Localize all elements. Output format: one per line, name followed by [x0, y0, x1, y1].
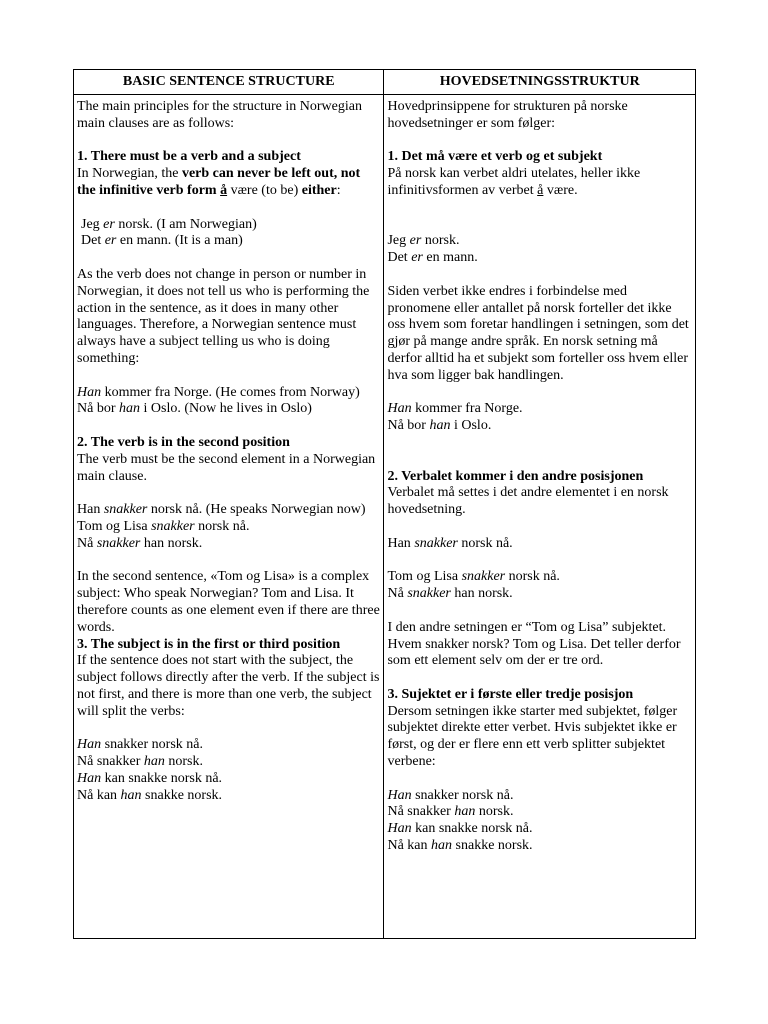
example-line: Nå snakker han norsk. [77, 754, 203, 770]
example-line: Nå snakker han norsk. [77, 535, 203, 551]
section-3-text: Dersom setningen ikke starter med subjektet, følger subjektet direkte etter verbet. Hvis subjektet ikke er først, og der er flere enn ett verb splitter subjektet verbene: [387, 703, 678, 770]
english-column [74, 95, 384, 939]
intro-text: Hovedprinsippene for strukturen på norske hovedsetninger er som følger: [387, 99, 628, 131]
example-line: Han snakker norsk nå. (He speaks Norwegian now) [77, 502, 366, 518]
section-1-text: På norsk kan verbet aldri utelates, heller ikke infinitivsformen av verbet å være. [387, 166, 641, 198]
norwegian-column [384, 95, 696, 939]
section-1-text: In Norwegian, the verb can never be left out, not the infinitive verb form å være (to be) either: [77, 166, 361, 198]
section-3-heading: 3. The subject is in the first or third position [77, 636, 341, 652]
example-line: Tom og Lisa snakker norsk nå. [77, 518, 250, 534]
example-line: Det er en mann. [387, 250, 478, 266]
example-line: Nå bor han i Oslo. (Now he lives in Oslo) [77, 401, 312, 417]
section-2-text: Verbalet må settes i det andre elementet i en norsk hovedsetning. [387, 485, 669, 518]
example-line: Han snakker norsk nå. [77, 737, 203, 753]
paragraph-text: As the verb does not change in person or number in Norwegian, it does not tell us who is performing the action in the sentence, as it does in many other languages. Therefore, a Norwegian sentence must always have a subject telling us who is doing something: [77, 266, 370, 366]
example-line: Jeg er norsk. (I am Norwegian) [81, 216, 257, 232]
example-line: Han kan snakke norsk nå. [77, 770, 223, 786]
example-line: Han kan snakke norsk nå. [387, 821, 533, 837]
section-2-heading: 2. Verbalet kommer i den andre posisjonen [387, 468, 644, 484]
section-3-text: If the sentence does not start with the subject, the subject follows directly after the verb. If the subject is not first, and there is more than one verb, the subject will split the verbs: [77, 653, 380, 719]
example-line: Jeg er norsk. [387, 233, 460, 249]
example-line: Nå kan han snakke norsk. [387, 838, 533, 854]
bilingual-table [73, 69, 696, 939]
example-line: Tom og Lisa snakker norsk nå. [387, 569, 560, 585]
example-line: Han snakker norsk nå. [387, 535, 513, 551]
header-norwegian: HOVEDSETNINGSSTRUKTUR [384, 70, 696, 95]
example-line: Nå kan han snakke norsk. [77, 787, 223, 803]
example-line: Han snakker norsk nå. [387, 787, 514, 803]
table-header-row [74, 70, 696, 95]
section-1-heading: 1. Det må være et verb og et subjekt [387, 149, 603, 165]
intro-text: The main principles for the structure in Norwegian main clauses are as follows: [77, 99, 362, 131]
example-line: Nå snakker han norsk. [387, 586, 513, 602]
paragraph-text: Siden verbet ikke endres i forbindelse med pronomene eller antallet på norsk forteller det ikke oss hvem som foretar handlingen i setningen, som det gjør på mange andre språk. En norsk setning må derfor alltid ha et subjekt som forteller oss hvem eller hva som ligger bak handlingen. [387, 283, 689, 383]
example-line: Det er en mann. (It is a man) [81, 233, 243, 249]
section-2-heading: 2. The verb is in the second position [77, 434, 290, 450]
table-body-row [74, 95, 696, 939]
header-english: BASIC SENTENCE STRUCTURE [74, 70, 384, 95]
paragraph-text: In the second sentence, «Tom og Lisa» is a complex subject: Who speak Norwegian? Tom and Lisa. It therefore counts as one element even if there are three words. [77, 569, 380, 635]
section-3-heading: 3. Sujektet er i første eller tredje posisjon [387, 686, 634, 702]
section-1-heading: 1. There must be a verb and a subject [77, 149, 301, 165]
example-line: Han kommer fra Norge. (He comes from Norway) [77, 384, 360, 400]
example-line: Nå bor han i Oslo. [387, 418, 492, 434]
section-2-text: The verb must be the second element in a Norwegian main clause. [77, 451, 376, 484]
example-line: Nå snakker han norsk. [387, 804, 514, 820]
paragraph-text: I den andre setningen er “Tom og Lisa” subjektet. Hvem snakker norsk? Tom og Lisa. Det teller derfor som ett element selv om der er tre ord. [387, 619, 681, 669]
example-line: Han kommer fra Norge. [387, 401, 523, 417]
